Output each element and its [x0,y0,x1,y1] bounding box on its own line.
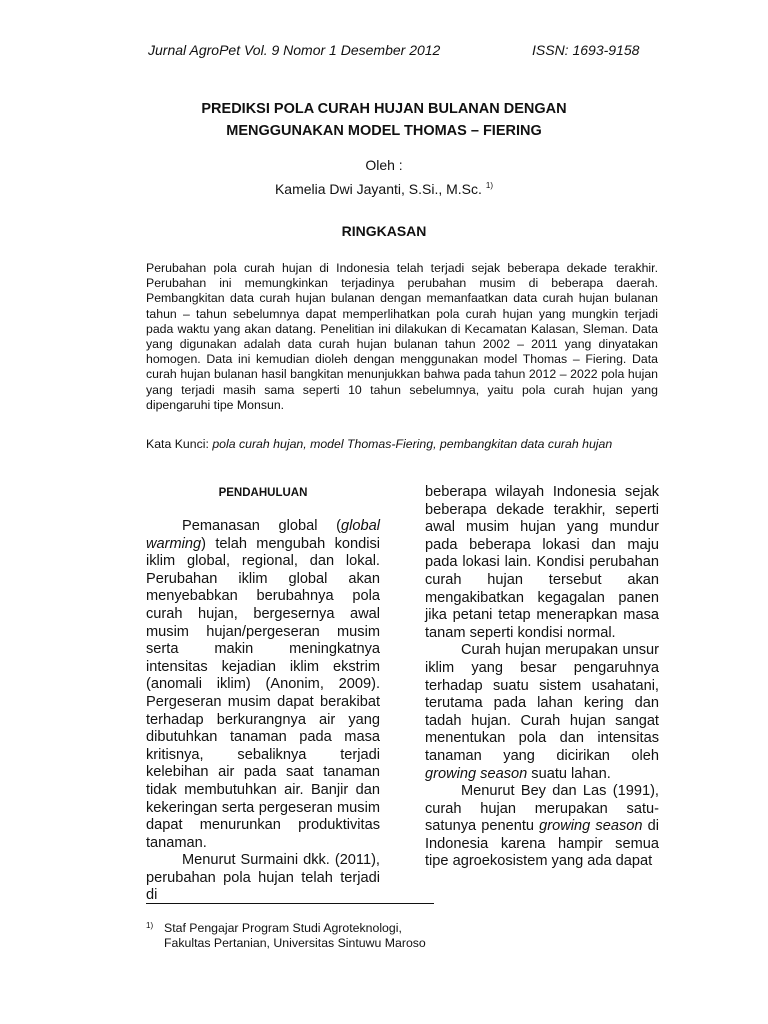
paragraph [425,642,659,783]
author-name: Kamelia Dwi Jayanti, S.Si., M.Sc. [274,181,482,197]
byline-oleh: Oleh : [365,157,403,173]
italic-term: global [341,518,380,534]
issn-header: ISSN: 1693-9158 [532,42,640,58]
text-span: Pemanasan global ( [182,518,342,534]
left-column [146,518,380,905]
text-span: suatu lahan. [531,765,611,782]
paper-title-line-2: MENGGUNAKAN MODEL THOMAS – FIERING [226,123,542,139]
text-span: di Indonesia karena hampir semua tipe agroekosistem yang ada dapat [425,818,659,870]
abstract-heading: RINGKASAN [341,223,427,239]
footnote [164,921,584,951]
author-footnote-mark: 1) [485,181,494,190]
journal-header: Jurnal AgroPet Vol. 9 Nomor 1 Desember 2012 [148,42,441,58]
keywords-label: Kata Kunci: [146,437,209,451]
right-column [425,484,659,871]
keywords-terms: pola curah hujan, model Thomas-Fiering, pembangkitan data curah hujan [212,437,613,451]
paragraph [146,518,380,852]
italic-term: growing season [539,818,643,835]
keywords [146,437,686,452]
footnote-mark: 1) [146,921,154,930]
abstract-body [146,261,658,413]
text-span: ) telah mengubah kondisi iklim global, regional, dan lokal. Perubahan iklim global akan menyebabkan berubahnya pola curah hujan, bergesernya awal musim hujan/pergeseran musim serta makin meningkatnya intensitas kejadian iklim ekstrim (anomali iklim) (Anonim, 2009). Pergeseran musim dapat berakibat terhadap berkurangnya air yang dibutuhkan tanaman pada masa kritisnya, sebaliknya terjadi kelebihan air pada saat tanaman tidak membutuhkan air. Banjir dan kekeringan serta pergeseran musim dapat menurunkan produktivitas tanaman. [146,535,380,851]
section-heading: PENDAHULUAN [218,487,308,499]
paragraph: beberapa wilayah Indonesia sejak beberapa dekade terakhir, seperti awal musim hujan yang mundur pada beberapa lokasi dan maju pada lokasi lain. Kondisi perubahan curah hujan tersebut akan mengakibatkan kegagalan panen jika petani tetap menerapkan masa tanam seperti kondisi normal. [425,484,659,641]
paragraph: Menurut Surmaini dkk. (2011), perubahan pola hujan telah terjadi di [146,852,380,904]
text-span: Menurut Bey dan Las (1991), curah hujan merupakan satu-satunya penentu [425,783,659,835]
footnote-rule [146,903,434,904]
abstract-text: Perubahan pola curah hujan di Indonesia telah terjadi sejak beberapa dekade terakhir. Perubahan ini memungkinkan terjadinya perubahan musim di beberapa daerah. Pembangkitan data curah hujan bulanan dengan memanfaatkan data curah hujan bulanan tahun – tahun sebelumnya dapat memperlihatkan pola curah hujan yang mungkin terjadi pada waktu yang akan datang. Penelitian ini dilakukan di Kecamatan Kalasan, Sleman. Data yang digunakan adalah data curah hujan bulanan tahun 2002 – 2011 yang dinyatakan homogen. Data ini kemudian dioleh dengan menggunakan model Thomas – Fiering. Data curah hujan bulanan hasil bangkitan menunjukkan bahwa pada tahun 2012 – 2022 pola hujan yang terjadi masih sama seperti 10 tahun sebelumnya, yaitu pola curah hujan yang dipengaruhi tipe Monsun. [146,261,658,412]
footnote-line: Staf Pengajar Program Studi Agroteknologi, [164,921,402,935]
italic-term: season [480,765,528,782]
italic-term: growing [425,765,477,782]
paragraph [425,783,659,871]
paper-title-line-1: PREDIKSI POLA CURAH HUJAN BULANAN DENGAN [201,101,567,117]
text-span: Curah hujan merupakan unsur iklim yang besar pengaruhnya terhadap suatu sistem usahatani, terutama pada lahan kering dan tadah hujan. Curah hujan sangat menentukan pola dan intensitas tanaman yang dicirikan oleh [425,642,659,764]
italic-term: warming [146,535,202,552]
footnote-line: Fakultas Pertanian, Universitas Sintuwu Maroso [164,936,426,950]
author-line [110,181,658,197]
